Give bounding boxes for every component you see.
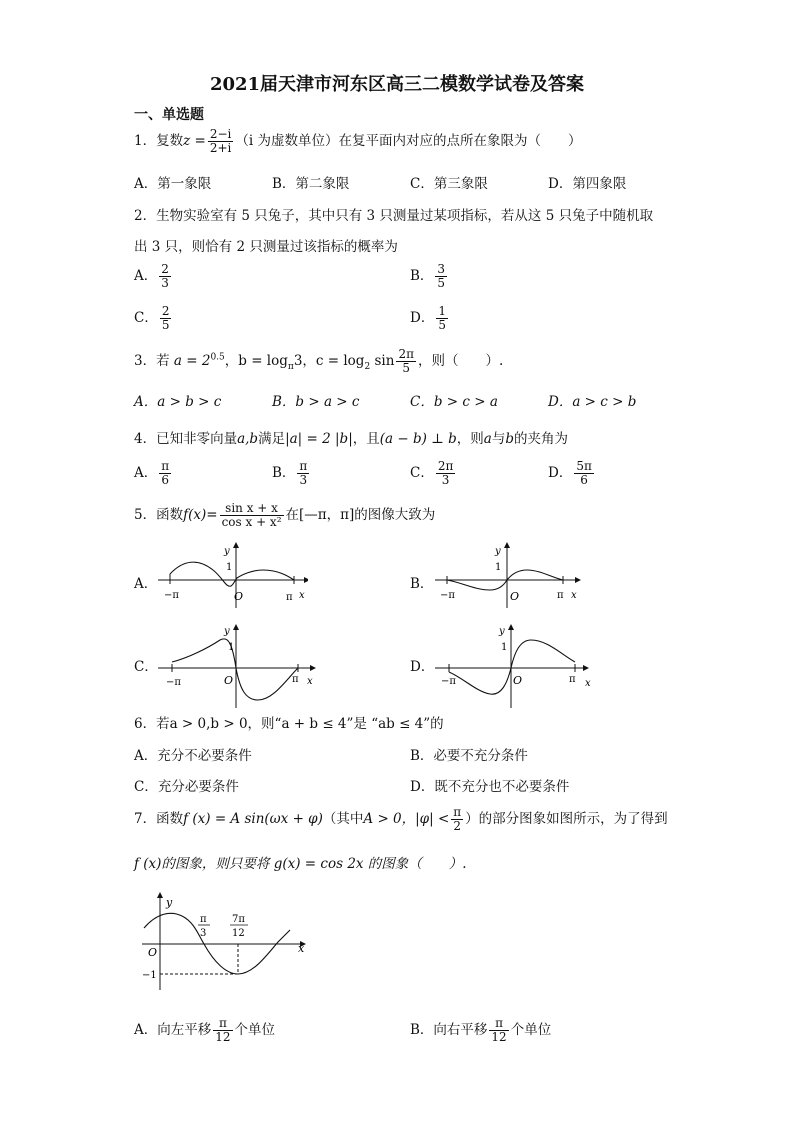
q7-graph — [138, 886, 313, 996]
q3-b-tail: 3 — [293, 353, 303, 370]
label-pi: π — [292, 674, 299, 685]
label-neg-pi: −π — [166, 677, 181, 688]
q1-pre: 复数 — [156, 133, 184, 150]
q4-c-den: 3 — [441, 473, 450, 488]
label-y: y — [499, 626, 505, 637]
q4-text-2: 满足 — [258, 431, 286, 447]
question-5 — [134, 502, 435, 529]
q4-cond-1: |a| = 2 |b| — [285, 431, 353, 447]
q6-option-a[interactable]: A．充分不必要条件 — [134, 748, 252, 764]
q3-c-sub: 2 — [364, 361, 371, 372]
q4-option-a[interactable] — [134, 460, 173, 487]
q3-option-c[interactable]: C．b > c > a — [410, 394, 498, 410]
label-pi: π — [557, 590, 564, 601]
q3-c: ，c = log — [302, 353, 365, 370]
q3-b-sub: π — [287, 361, 294, 372]
label-y: y — [224, 626, 230, 637]
q7-b-den: 12 — [491, 1030, 507, 1045]
q7-a-num: π — [213, 1017, 232, 1031]
q7-b-post: 个单位 — [510, 1022, 552, 1039]
q4-text-1: 4．已知非零向量 — [134, 431, 238, 447]
q1-z: z = — [183, 133, 206, 150]
q3-num: 3．若 — [134, 353, 170, 370]
q4-cond-2: (a − b) ⊥ b — [379, 431, 457, 447]
q7-a-post: 个单位 — [234, 1022, 276, 1039]
q4-label-a: A． — [134, 465, 158, 482]
q2-label-b: B． — [410, 268, 434, 285]
label-neg-pi: −π — [164, 590, 179, 601]
y-axis-arrow — [233, 542, 239, 548]
y-axis-arrow — [157, 892, 163, 898]
label-x: x — [299, 590, 305, 601]
q4-label-b: B． — [272, 465, 296, 482]
label-7pi-num: 7π — [232, 914, 245, 925]
label-y: y — [166, 896, 173, 909]
label-pi-num: π — [200, 914, 207, 925]
curve — [172, 639, 298, 700]
q2-option-a[interactable] — [134, 263, 173, 290]
q2-a-num: 2 — [161, 262, 169, 276]
q1-denominator: 2+i — [209, 141, 232, 156]
label-pi-den: 3 — [200, 928, 207, 939]
q1-option-b[interactable]: B．第二象限 — [272, 176, 350, 192]
q2-b-num: 3 — [437, 262, 446, 276]
q2-line-1: 2．生物实验室有 5 只兔子，其中只有 3 只测量过某项指标，若从这 5 只兔子中随机取 — [134, 208, 654, 224]
label-origin: O — [224, 674, 234, 687]
q6-option-b[interactable]: B．必要不充分条件 — [410, 748, 528, 764]
q4-a-den: 6 — [161, 473, 170, 488]
q2-b-den: 5 — [437, 276, 446, 291]
q2-label-a: A． — [134, 268, 158, 285]
q7-f: f (x) = A sin(ωx + φ) — [183, 811, 323, 828]
q7-two: 2 — [453, 819, 462, 834]
q1-num: 1． — [134, 133, 157, 150]
q4-d-den: 6 — [580, 473, 588, 488]
q7-option-b[interactable] — [410, 1017, 551, 1044]
q7-cond: A > 0，|φ| < — [363, 811, 450, 828]
q3-option-b[interactable]: B．b > a > c — [272, 394, 360, 410]
section-heading: 一、单选题 — [134, 107, 204, 123]
q4-label-d: D． — [548, 465, 573, 482]
q5-pre: 5．函数 — [134, 507, 184, 524]
q4-option-d[interactable] — [548, 460, 596, 487]
q5-graph-a — [158, 540, 308, 610]
question-1 — [134, 128, 581, 155]
label-origin: O — [513, 674, 523, 687]
question-4 — [134, 427, 568, 447]
label-pi: π — [569, 674, 576, 685]
q2-label-d: D． — [410, 310, 435, 327]
q4-with: 与 — [491, 431, 506, 447]
q7-pi: π — [453, 805, 462, 819]
q2-d-num: 1 — [438, 304, 446, 318]
q7-b-pre: B．向右平移 — [410, 1022, 488, 1039]
q5-label-b[interactable]: B． — [410, 576, 434, 592]
q5-label-a[interactable]: A． — [134, 576, 158, 592]
q7-post: ）的部分图象如图所示，为了得到 — [465, 811, 668, 828]
q2-line-2: 出 3 只，则恰有 2 只测量过该指标的概率为 — [134, 239, 398, 255]
q1-numerator: 2−i — [209, 127, 232, 141]
label-neg-one: −1 — [142, 970, 157, 981]
q5-fx: f(x)= — [183, 507, 218, 524]
q1-option-d[interactable]: D．第四象限 — [548, 176, 627, 192]
q2-d-den: 5 — [438, 318, 446, 333]
q1-fraction — [208, 128, 234, 155]
page-title: 2021届天津市河东区高三二模数学试卷及答案 — [209, 74, 585, 95]
q3-option-a[interactable]: A．a > b > c — [134, 394, 222, 410]
q5-numerator: sin x + x — [220, 502, 284, 516]
label-7pi-den: 12 — [232, 928, 245, 939]
curve — [449, 640, 575, 694]
q2-a-den: 3 — [161, 276, 169, 291]
label-one: 1 — [226, 562, 233, 573]
q3-a: a = 2 — [173, 353, 211, 370]
label-one: 1 — [228, 642, 235, 653]
label-one: 1 — [495, 562, 502, 573]
label-neg-pi: −π — [441, 676, 456, 687]
q5-post: 在[—π，π]的图像大致为 — [285, 507, 436, 524]
q2-option-b[interactable] — [410, 263, 449, 290]
label-pi: π — [286, 592, 293, 603]
q3-b: ，b = log — [224, 353, 288, 370]
q4-b-den: 3 — [299, 473, 308, 488]
x-axis-arrow — [304, 577, 308, 583]
q1-option-a[interactable]: A．第一象限 — [134, 176, 212, 192]
q5-graph-b — [435, 540, 585, 610]
q4-c-num: 2π — [437, 459, 454, 473]
q6-option-d[interactable]: D．既不充分也不必要条件 — [410, 779, 570, 795]
q4-text-3: ，且 — [352, 431, 380, 447]
q7-a-den: 12 — [215, 1030, 231, 1045]
q3-c-sin: sin — [374, 353, 395, 370]
q6-option-c[interactable]: C．充分必要条件 — [134, 779, 239, 795]
label-x: x — [571, 590, 577, 601]
q3-c-den: 5 — [402, 361, 411, 376]
q4-b-num: π — [299, 459, 308, 473]
q2-option-c[interactable] — [134, 305, 173, 332]
q4-vecs: a,b — [237, 431, 259, 447]
q2-label-c: C． — [134, 310, 158, 327]
label-x: x — [585, 678, 591, 689]
q3-option-d[interactable]: D．a > c > b — [548, 394, 637, 410]
q5-graph-c — [158, 620, 318, 710]
q7-option-a[interactable] — [134, 1017, 275, 1044]
q4-text-5: 的夹角为 — [514, 431, 569, 447]
y-axis-arrow — [233, 624, 239, 630]
label-origin: O — [148, 946, 158, 959]
x-axis-arrow — [583, 665, 589, 671]
q5-graph-d — [435, 620, 595, 710]
q3-a-exp: 0.5 — [210, 352, 225, 363]
y-axis-arrow — [508, 624, 514, 630]
q2-option-d[interactable] — [410, 305, 450, 332]
q4-vb: b — [505, 431, 515, 447]
label-y: y — [224, 546, 230, 557]
q5-label-c[interactable]: C． — [134, 659, 158, 675]
y-axis-arrow — [504, 542, 510, 548]
q4-d-num: 5π — [576, 459, 592, 473]
question-7-line-1 — [134, 806, 668, 833]
q4-va: a — [483, 431, 492, 447]
q5-label-d[interactable]: D． — [410, 659, 435, 675]
q2-c-den: 5 — [161, 318, 170, 333]
label-x: x — [298, 942, 305, 955]
q3-c-num: 2π — [398, 347, 414, 361]
q1-option-c[interactable]: C．第三象限 — [410, 176, 488, 192]
label-x: x — [307, 676, 313, 687]
label-y: y — [495, 546, 501, 557]
q7-pre: 7．函数 — [134, 811, 184, 828]
x-axis-arrow — [575, 577, 581, 583]
label-one: 1 — [501, 642, 508, 653]
x-axis-arrow — [310, 665, 316, 671]
q7-b-num: π — [489, 1017, 508, 1031]
q4-option-b[interactable] — [272, 460, 311, 487]
q4-text-4: ，则 — [456, 431, 484, 447]
label-neg-pi: −π — [440, 590, 455, 601]
q5-denominator: cos x + x² — [221, 515, 282, 530]
q4-label-c: C． — [410, 465, 434, 482]
q7-a-pre: A．向左平移 — [134, 1022, 212, 1039]
q4-a-num: π — [161, 459, 170, 473]
q4-option-c[interactable] — [410, 460, 457, 487]
question-3 — [134, 348, 503, 375]
question-7-line-2: f (x)的图象，则只要将 g(x) = cos 2x 的图象（ ）. — [134, 856, 467, 872]
q7-mid: （其中 — [322, 811, 364, 828]
question-6: 6．若a > 0,b > 0，则“a + b ≤ 4”是 “ab ≤ 4”的 — [134, 716, 444, 732]
q3-tail: ，则（ ）. — [417, 353, 504, 370]
label-origin: O — [510, 590, 520, 603]
label-origin: O — [234, 590, 244, 603]
q2-c-num: 2 — [161, 304, 170, 318]
q1-post: （i 为虚数单位）在复平面内对应的点所在象限为（ ） — [235, 133, 582, 150]
